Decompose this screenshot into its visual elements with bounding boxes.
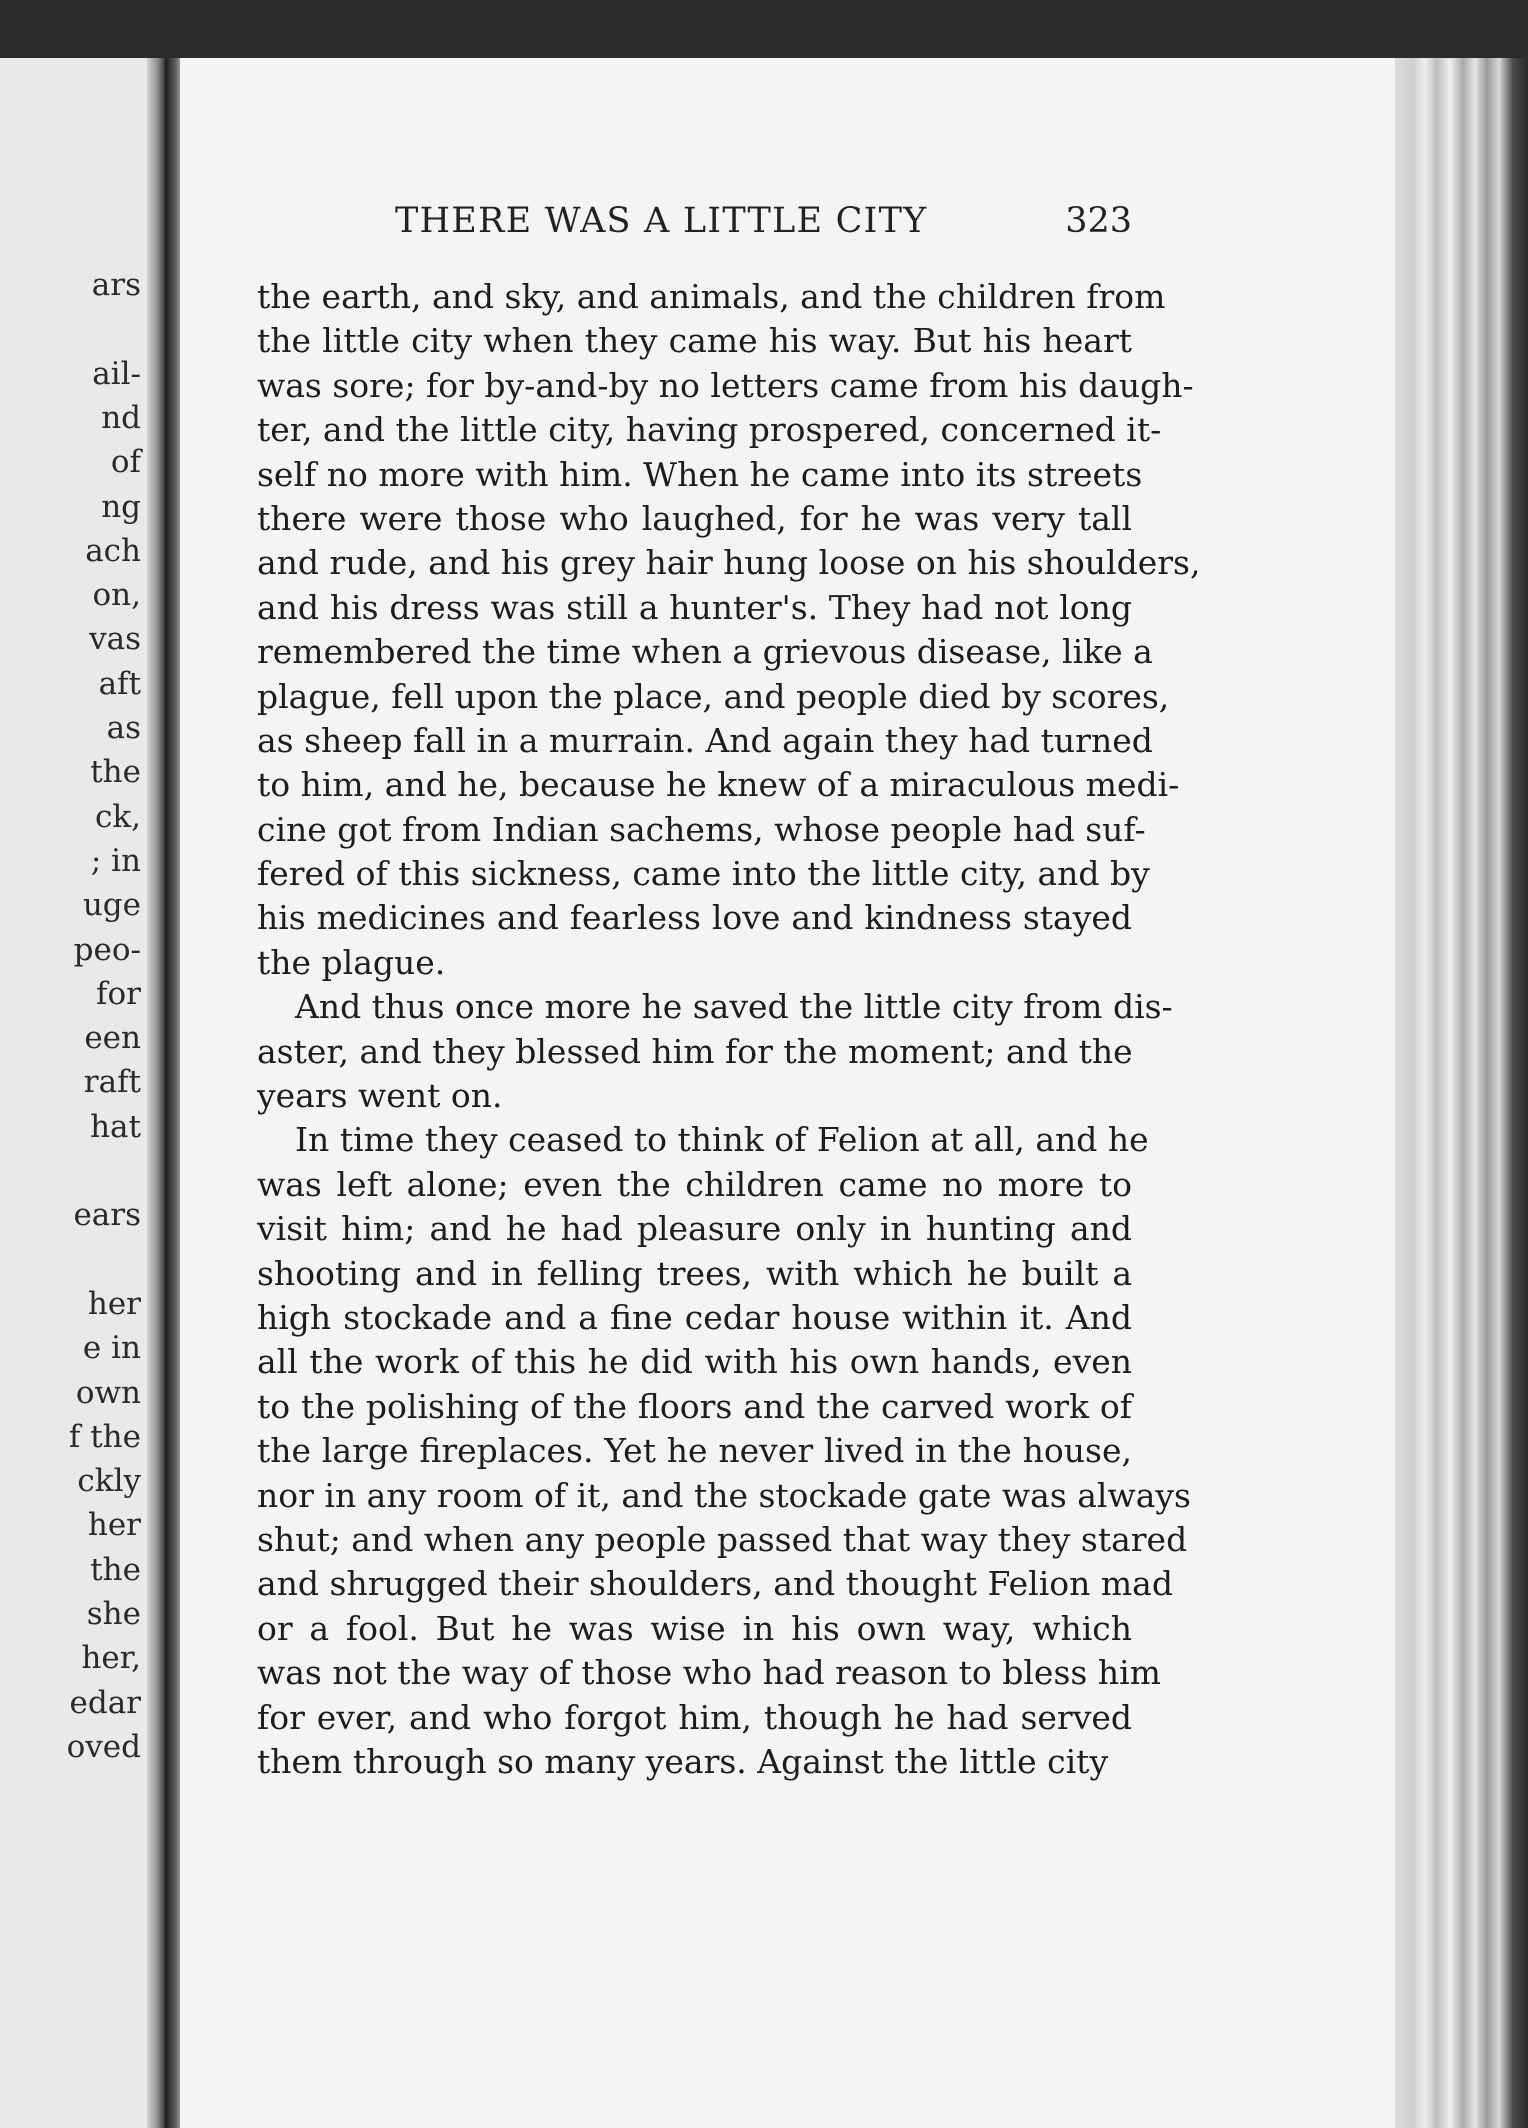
left-page-line-fragment: vas bbox=[89, 621, 141, 658]
left-page-line-fragment: peo- bbox=[73, 931, 141, 968]
text-line: And thus once more he saved the little city from dis- bbox=[295, 987, 1173, 1027]
text-line: his medicines and fearless love and kindness stayed bbox=[257, 898, 1132, 938]
left-page-line-fragment: aft bbox=[98, 665, 141, 702]
left-page-line-fragment: edar bbox=[69, 1684, 141, 1721]
left-page-line-fragment: ng bbox=[101, 488, 141, 525]
left-page-line-fragment: ail- bbox=[92, 355, 141, 392]
left-page-line-fragment: ; in bbox=[90, 842, 141, 879]
text-line: cine got from Indian sachems, whose people had suf- bbox=[257, 809, 1146, 849]
left-page-line-fragment: on, bbox=[92, 577, 141, 614]
text-line: was left alone; even the children came no more to bbox=[257, 1164, 1132, 1204]
left-page-line-fragment: oved bbox=[66, 1728, 141, 1765]
text-line: shooting and in felling trees, with which he built a bbox=[257, 1253, 1132, 1293]
left-page-line-fragment: her bbox=[87, 1285, 141, 1322]
left-page-line-fragment: of bbox=[110, 444, 141, 481]
left-page-line-fragment: she bbox=[86, 1596, 141, 1632]
text-line: the large fireplaces. Yet he never lived in the house, bbox=[257, 1431, 1132, 1471]
left-page-line-fragment: her bbox=[87, 1507, 141, 1544]
text-line: was not the way of those who had reason to bless him bbox=[257, 1653, 1161, 1693]
text-line: and rude, and his grey hair hung loose on his shoulders, bbox=[257, 543, 1201, 583]
left-page-line-fragment: f the bbox=[68, 1418, 141, 1455]
text-line: self no more with him. When he came into its streets bbox=[257, 454, 1143, 494]
text-line: there were those who laughed, for he was very tall bbox=[257, 498, 1132, 538]
text-line: to the polishing of the floors and the carved work of bbox=[257, 1386, 1132, 1426]
left-page-line-fragment: ars bbox=[91, 267, 141, 303]
page-header bbox=[395, 199, 1132, 243]
left-page-line-fragment: nd bbox=[101, 399, 141, 436]
left-page-line-fragment: the bbox=[90, 1551, 141, 1588]
left-page-line-fragment: uge bbox=[82, 887, 141, 924]
left-page-line-fragment: e in bbox=[82, 1330, 141, 1367]
text-line: to him, and he, because he knew of a miraculous medi- bbox=[257, 765, 1180, 805]
text-line: remembered the time when a grievous disease, like a bbox=[257, 632, 1153, 672]
left-page-line-fragment: the bbox=[90, 754, 141, 791]
text-line: was sore; for by-and-by no letters came from his daugh- bbox=[257, 365, 1194, 405]
text-line: the little city when they came his way. But his heart bbox=[257, 321, 1132, 361]
text-line: shut; and when any people passed that way they stared bbox=[257, 1519, 1188, 1559]
text-line: all the work of this he did with his own hands, even bbox=[257, 1342, 1132, 1382]
left-page-line-fragment: ck, bbox=[94, 798, 141, 835]
left-page-line-fragment: as bbox=[106, 710, 141, 746]
text-line: ter, and the little city, having prospered, concerned it- bbox=[257, 410, 1162, 450]
left-page-line-fragment: for bbox=[96, 975, 141, 1012]
text-line: fered of this sickness, came into the little city, and by bbox=[257, 854, 1150, 894]
left-page-line-fragment: own bbox=[75, 1374, 141, 1411]
body-text bbox=[257, 275, 1201, 1784]
text-line: and shrugged their shoulders, and thought Felion mad bbox=[257, 1564, 1173, 1604]
text-line: the earth, and sky, and animals, and the children from bbox=[257, 277, 1166, 316]
left-page-binding-shadow bbox=[147, 58, 165, 2128]
text-line: and his dress was still a hunter's. They had not long bbox=[257, 587, 1132, 627]
running-head: THERE WAS A LITTLE CITY bbox=[395, 201, 928, 241]
text-line: high stockade and a fine cedar house within it. And bbox=[257, 1297, 1132, 1337]
text-line: the plague. bbox=[257, 942, 446, 982]
text-line: aster, and they blessed him for the moment; and the bbox=[257, 1031, 1133, 1071]
text-line: or a fool. But he was wise in his own way, which bbox=[257, 1608, 1132, 1648]
text-line: nor in any room of it, and the stockade gate was always bbox=[257, 1475, 1191, 1515]
text-line: visit him; and he had pleasure only in hunting and bbox=[257, 1209, 1132, 1249]
text-line: them through so many years. Against the little city bbox=[257, 1741, 1109, 1781]
left-page-line-fragment: raft bbox=[83, 1064, 141, 1101]
text-line: as sheep fall in a murrain. And again they had turned bbox=[257, 720, 1153, 760]
text-line: years went on. bbox=[257, 1076, 503, 1116]
left-page-line-fragment: ckly bbox=[77, 1463, 141, 1500]
left-page-line-fragment: een bbox=[84, 1020, 141, 1057]
left-page-line-fragment: her, bbox=[81, 1640, 141, 1677]
left-page-line-fragment: hat bbox=[90, 1108, 141, 1145]
text-line: In time they ceased to think of Felion at all, and he bbox=[295, 1120, 1149, 1160]
text-line: plague, fell upon the place, and people died by scores, bbox=[257, 676, 1170, 716]
left-page-line-fragment: ach bbox=[85, 532, 141, 569]
page-edges bbox=[1395, 58, 1528, 2128]
page-number: 323 bbox=[1065, 201, 1132, 241]
left-page-line-fragment: ears bbox=[73, 1197, 141, 1234]
text-line: for ever, and who forgot him, though he had served bbox=[257, 1697, 1132, 1737]
